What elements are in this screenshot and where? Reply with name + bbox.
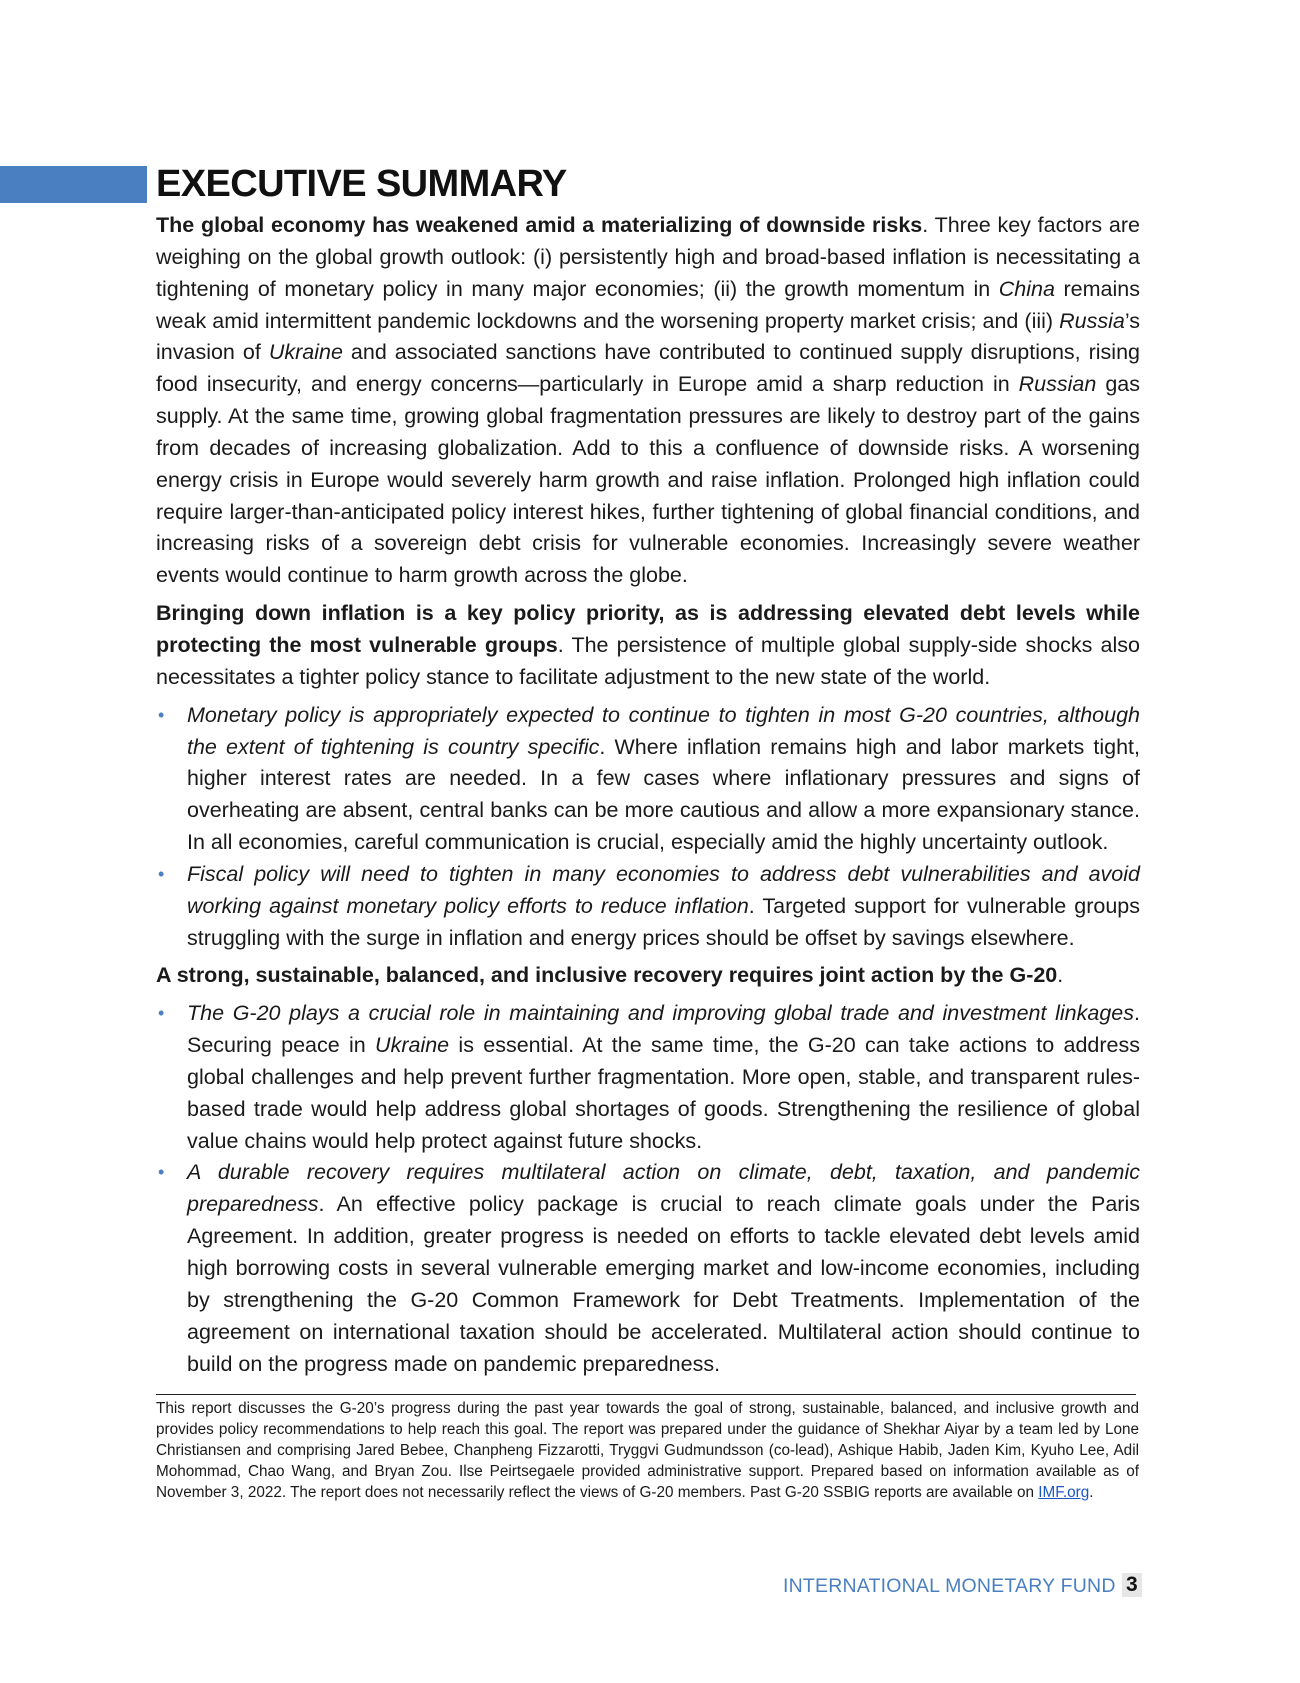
g20-bullet-list	[156, 998, 1140, 1380]
country-name: Russian	[1018, 372, 1097, 397]
footnote-divider	[156, 1394, 1136, 1395]
list-item	[156, 700, 1140, 859]
bullet-text: . An effective policy package is crucial to reach climate goals under the Paris Agreement. In addition, greater progress is needed on efforts to tackle elevated debt levels amid high borrowing costs in several vulnerable emerging market and low-income economies, including by strengthening the G-20 Common Framework for Debt Treatments. Implementation of the agreement on international taxation should be accelerated. Multilateral action should continue to build on the progress made on pandemic preparedness.	[187, 1192, 1140, 1376]
footer-organization: INTERNATIONAL MONETARY FUND	[783, 1575, 1116, 1597]
footnote-text: .	[1089, 1484, 1094, 1501]
list-item	[156, 998, 1140, 1157]
main-content	[156, 210, 1140, 1386]
policy-bullet-list	[156, 700, 1140, 955]
paragraph-text: ’s invasion of	[156, 308, 1140, 365]
paragraph-lead: A strong, sustainable, balanced, and inclusive recovery requires joint action by the G-20	[156, 963, 1058, 988]
bullet-lead: A durable recovery requires multilateral action on climate, debt, taxation, and pandemic preparedness	[187, 1160, 1140, 1217]
paragraph-lead: The global economy has weakened amid a materializing of downside risks	[156, 213, 923, 237]
bullet-icon: •	[158, 1162, 165, 1183]
bullet-icon: •	[158, 863, 165, 884]
bullet-text: . Where inflation remains high and labor markets tight, higher interest rates are needed. In a few cases where inflationary pressures and signs of overheating are absent, central banks can be more cautious and allow a more expansionary stance. In all economies, careful communication is crucial, especially amid the highly uncertainty outlook.	[187, 734, 1140, 855]
paragraph-text: . The persistence of multiple global supply-side shocks also necessitates a tighter policy stance to facilitate adjustment to the new state of the world.	[156, 632, 1140, 689]
bullet-lead: Monetary policy is appropriately expected to continue to tighten in most G-20 countries, although the extent of tightening is country specific	[187, 702, 1140, 759]
bullet-lead: Fiscal policy will need to tighten in many economies to address debt vulnerabilities and avoid working against monetary policy efforts to reduce inflation	[187, 861, 1140, 918]
imf-link[interactable]: IMF.org	[1038, 1484, 1090, 1501]
paragraph-text: and associated sanctions have contributed to continued supply disruptions, rising food insecurity, and energy concerns—particularly in Europe amid a sharp reduction in	[156, 340, 1140, 397]
paragraph-lead: Bringing down inflation is a key policy priority, as is addressing elevated debt levels while protecting the most vulnerable groups	[156, 601, 1140, 657]
bullet-icon: •	[158, 1003, 165, 1024]
bullet-icon: •	[158, 704, 165, 725]
paragraph-text: gas supply. At the same time, growing global fragmentation pressures are likely to destroy part of the gains from decades of increasing globalization. Add to this a confluence of downside risks. A worsening energy crisis in Europe would severely harm growth and raise inflation. Prolonged high inflation could require larger-than-anticipated policy interest hikes, further tightening of global financial conditions, and increasing risks of a sovereign debt crisis for vulnerable economies. Increasingly severe weather events would continue to harm growth across the globe.	[156, 372, 1140, 588]
footnote	[156, 1398, 1139, 1503]
bullet-text: is essential. At the same time, the G-20 can take actions to address global challenges and help prevent further fragmentation. More open, stable, and transparent rules-based trade would help address global shortages of goods. Strengthening the resilience of global value chains would help protect against future shocks.	[187, 1033, 1140, 1153]
bullet-text: . Targeted support for vulnerable groups struggling with the surge in inflation and energy prices should be offset by savings elsewhere.	[187, 893, 1140, 950]
country-name: Russia	[1059, 308, 1125, 333]
paragraph-policy-priority	[156, 598, 1140, 694]
paragraph-global-economy	[156, 210, 1140, 592]
paragraph-joint-action	[156, 960, 1140, 992]
footnote-text: This report discusses the G-20’s progress during the past year towards the goal of strong, sustainable, balanced, and inclusive growth and provides policy recommendations to help reach this goal. The report was prepared under the guidance of Shekhar Aiyar by a team led by Lone Christiansen and comprising Jared Bebee, Chanpheng Fizzarotti, Tryggvi Gudmundsson (co-lead), Ashique Habib, Jaden Kim, Kyuho Lee, Adil Mohommad, Chao Wang, and Bryan Zou. Ilse Peirtsegaele provided administrative support. Prepared based on information available as of November 3, 2022. The report does not necessarily reflect the views of G-20 members. Past G-20 SSBIG reports are available on	[156, 1400, 1139, 1501]
bullet-text: . Securing peace in	[187, 1001, 1140, 1058]
list-item	[156, 859, 1140, 955]
paragraph-text: . Three key factors are weighing on the global growth outlook: (i) persistently high and broad-based inflation is necessitating a tightening of monetary policy in many major economies; (ii) the growth momentum in	[156, 213, 1140, 301]
list-item	[156, 1157, 1140, 1380]
bullet-lead: The G-20 plays a crucial role in maintaining and improving global trade and investment linkages	[187, 1001, 1135, 1026]
paragraph-text: remains weak amid intermittent pandemic lockdowns and the worsening property market crisis; and (iii)	[156, 276, 1140, 333]
country-name: Ukraine	[375, 1033, 450, 1058]
country-name: Ukraine	[268, 340, 343, 365]
page-title: EXECUTIVE SUMMARY	[156, 163, 567, 205]
section-accent-bar	[0, 166, 147, 203]
country-name: China	[998, 276, 1055, 301]
paragraph-text: .	[1057, 963, 1064, 988]
page-number: 3	[1122, 1573, 1142, 1597]
